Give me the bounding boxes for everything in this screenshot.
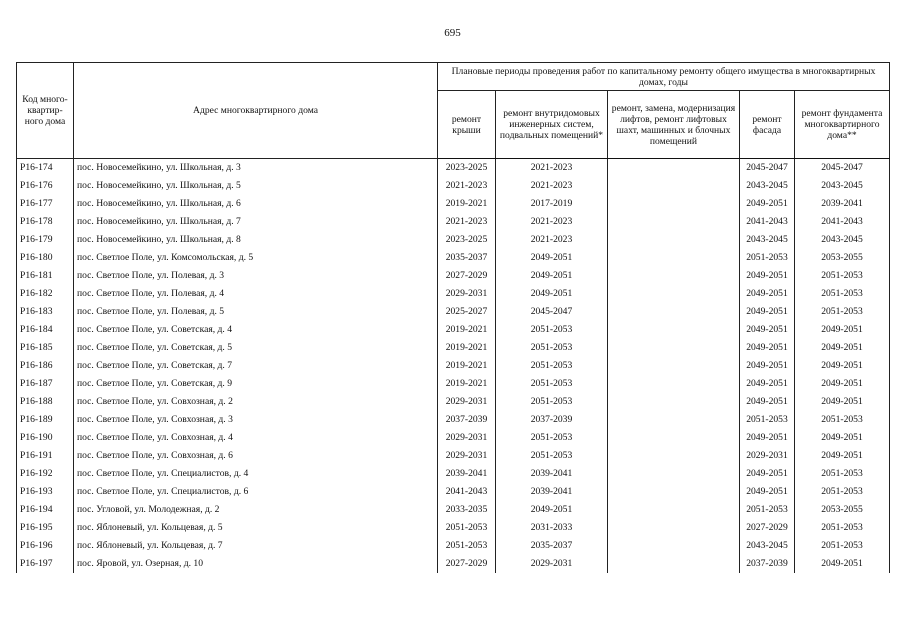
cell-elevators: [608, 303, 740, 321]
cell-roof: 2037-2039: [438, 411, 496, 429]
table-row: [17, 303, 890, 321]
table-row: [17, 555, 890, 573]
cell-foundation: 2049-2051: [795, 393, 890, 411]
cell-roof: 2035-2037: [438, 249, 496, 267]
cell-code: Р16-192: [17, 465, 74, 483]
table-row: [17, 231, 890, 249]
cell-code: Р16-181: [17, 267, 74, 285]
table-row: [17, 321, 890, 339]
header-code: Код много-квартир-ного дома: [17, 63, 74, 159]
cell-elevators: [608, 177, 740, 195]
cell-roof: 2041-2043: [438, 483, 496, 501]
cell-address: пос. Светлое Поле, ул. Советская, д. 7: [74, 357, 438, 375]
cell-code: Р16-195: [17, 519, 74, 537]
cell-elevators: [608, 231, 740, 249]
cell-address: пос. Новосемейкино, ул. Школьная, д. 5: [74, 177, 438, 195]
cell-foundation: 2043-2045: [795, 177, 890, 195]
table-row: [17, 339, 890, 357]
table-row: [17, 519, 890, 537]
cell-address: пос. Светлое Поле, ул. Полевая, д. 3: [74, 267, 438, 285]
cell-code: Р16-184: [17, 321, 74, 339]
cell-address: пос. Светлое Поле, ул. Совхозная, д. 2: [74, 393, 438, 411]
cell-engineering: 2051-2053: [496, 375, 608, 393]
cell-code: Р16-190: [17, 429, 74, 447]
cell-foundation: 2049-2051: [795, 321, 890, 339]
cell-code: Р16-197: [17, 555, 74, 573]
cell-facade: 2051-2053: [740, 501, 795, 519]
cell-engineering: 2051-2053: [496, 393, 608, 411]
cell-engineering: 2051-2053: [496, 357, 608, 375]
cell-foundation: 2049-2051: [795, 339, 890, 357]
cell-elevators: [608, 465, 740, 483]
cell-facade: 2049-2051: [740, 285, 795, 303]
cell-foundation: 2049-2051: [795, 375, 890, 393]
cell-address: пос. Светлое Поле, ул. Совхозная, д. 6: [74, 447, 438, 465]
cell-address: пос. Яровой, ул. Озерная, д. 10: [74, 555, 438, 573]
cell-elevators: [608, 555, 740, 573]
cell-roof: 2019-2021: [438, 375, 496, 393]
cell-engineering: 2049-2051: [496, 267, 608, 285]
cell-roof: 2023-2025: [438, 231, 496, 249]
cell-engineering: 2021-2023: [496, 177, 608, 195]
cell-engineering: 2051-2053: [496, 429, 608, 447]
cell-engineering: 2049-2051: [496, 249, 608, 267]
table-row: [17, 357, 890, 375]
cell-facade: 2049-2051: [740, 267, 795, 285]
cell-engineering: 2051-2053: [496, 321, 608, 339]
cell-address: пос. Светлое Поле, ул. Специалистов, д. 6: [74, 483, 438, 501]
table-row: [17, 249, 890, 267]
cell-elevators: [608, 429, 740, 447]
table-body: [17, 159, 890, 574]
header-engineering: ремонт внутридомовых инженерных систем, подвальных помещений*: [496, 91, 608, 159]
header-facade: ремонт фасада: [740, 91, 795, 159]
cell-code: Р16-196: [17, 537, 74, 555]
cell-foundation: 2041-2043: [795, 213, 890, 231]
cell-facade: 2051-2053: [740, 249, 795, 267]
cell-engineering: 2035-2037: [496, 537, 608, 555]
cell-elevators: [608, 483, 740, 501]
cell-foundation: 2043-2045: [795, 231, 890, 249]
cell-roof: 2021-2023: [438, 177, 496, 195]
cell-code: Р16-193: [17, 483, 74, 501]
cell-engineering: 2045-2047: [496, 303, 608, 321]
cell-address: пос. Яблоневый, ул. Кольцевая, д. 5: [74, 519, 438, 537]
repair-schedule-table: [16, 62, 890, 573]
cell-elevators: [608, 195, 740, 213]
table-header: [17, 63, 890, 159]
table-row: [17, 195, 890, 213]
cell-facade: 2049-2051: [740, 465, 795, 483]
cell-address: пос. Светлое Поле, ул. Совхозная, д. 3: [74, 411, 438, 429]
cell-code: Р16-191: [17, 447, 74, 465]
cell-facade: 2049-2051: [740, 195, 795, 213]
cell-facade: 2043-2045: [740, 231, 795, 249]
cell-facade: 2049-2051: [740, 303, 795, 321]
cell-roof: 2033-2035: [438, 501, 496, 519]
cell-roof: 2029-2031: [438, 447, 496, 465]
cell-foundation: 2045-2047: [795, 159, 890, 178]
cell-elevators: [608, 249, 740, 267]
cell-foundation: 2051-2053: [795, 303, 890, 321]
cell-engineering: 2049-2051: [496, 501, 608, 519]
cell-code: Р16-186: [17, 357, 74, 375]
cell-code: Р16-194: [17, 501, 74, 519]
cell-code: Р16-179: [17, 231, 74, 249]
cell-elevators: [608, 321, 740, 339]
table-row: [17, 393, 890, 411]
cell-roof: 2025-2027: [438, 303, 496, 321]
cell-elevators: [608, 501, 740, 519]
cell-code: Р16-178: [17, 213, 74, 231]
cell-roof: 2027-2029: [438, 555, 496, 573]
cell-facade: 2049-2051: [740, 357, 795, 375]
cell-engineering: 2021-2023: [496, 213, 608, 231]
cell-address: пос. Новосемейкино, ул. Школьная, д. 6: [74, 195, 438, 213]
cell-code: Р16-180: [17, 249, 74, 267]
cell-address: пос. Новосемейкино, ул. Школьная, д. 7: [74, 213, 438, 231]
cell-facade: 2049-2051: [740, 483, 795, 501]
cell-facade: 2027-2029: [740, 519, 795, 537]
cell-foundation: 2049-2051: [795, 447, 890, 465]
cell-elevators: [608, 393, 740, 411]
cell-elevators: [608, 159, 740, 178]
cell-roof: 2019-2021: [438, 339, 496, 357]
table-row: [17, 483, 890, 501]
table-row: [17, 429, 890, 447]
cell-facade: 2049-2051: [740, 429, 795, 447]
cell-address: пос. Светлое Поле, ул. Советская, д. 5: [74, 339, 438, 357]
cell-foundation: 2049-2051: [795, 429, 890, 447]
cell-engineering: 2021-2023: [496, 159, 608, 178]
header-periods-group: Плановые периоды проведения работ по капитальному ремонту общего имущества в многоквартирных домах, годы: [438, 63, 890, 91]
cell-roof: 2029-2031: [438, 285, 496, 303]
cell-engineering: 2031-2033: [496, 519, 608, 537]
cell-code: Р16-187: [17, 375, 74, 393]
cell-foundation: 2053-2055: [795, 501, 890, 519]
cell-address: пос. Яблоневый, ул. Кольцевая, д. 7: [74, 537, 438, 555]
cell-address: пос. Светлое Поле, ул. Советская, д. 9: [74, 375, 438, 393]
table-row: [17, 285, 890, 303]
header-elevators: ремонт, замена, модернизация лифтов, ремонт лифтовых шахт, машинных и блочных помещений: [608, 91, 740, 159]
cell-code: Р16-174: [17, 159, 74, 178]
cell-elevators: [608, 357, 740, 375]
cell-engineering: 2037-2039: [496, 411, 608, 429]
cell-facade: 2049-2051: [740, 339, 795, 357]
table-row: [17, 465, 890, 483]
cell-code: Р16-177: [17, 195, 74, 213]
cell-foundation: 2049-2051: [795, 357, 890, 375]
cell-facade: 2049-2051: [740, 393, 795, 411]
header-roof: ремонт крыши: [438, 91, 496, 159]
table-row: [17, 537, 890, 555]
cell-foundation: 2049-2051: [795, 555, 890, 573]
cell-address: пос. Светлое Поле, ул. Советская, д. 4: [74, 321, 438, 339]
header-address: Адрес многоквартирного дома: [74, 63, 438, 159]
cell-address: пос. Светлое Поле, ул. Полевая, д. 4: [74, 285, 438, 303]
cell-roof: 2019-2021: [438, 195, 496, 213]
cell-elevators: [608, 285, 740, 303]
cell-roof: 2051-2053: [438, 519, 496, 537]
cell-facade: 2043-2045: [740, 537, 795, 555]
cell-address: пос. Светлое Поле, ул. Совхозная, д. 4: [74, 429, 438, 447]
cell-facade: 2041-2043: [740, 213, 795, 231]
page-number: 695: [444, 27, 461, 39]
cell-foundation: 2051-2053: [795, 411, 890, 429]
cell-elevators: [608, 339, 740, 357]
cell-engineering: 2017-2019: [496, 195, 608, 213]
header-foundation: ремонт фундамента многоквартирного дома**: [795, 91, 890, 159]
cell-elevators: [608, 447, 740, 465]
cell-elevators: [608, 519, 740, 537]
cell-engineering: 2021-2023: [496, 231, 608, 249]
table-row: [17, 375, 890, 393]
cell-facade: 2037-2039: [740, 555, 795, 573]
cell-engineering: 2049-2051: [496, 285, 608, 303]
cell-facade: 2049-2051: [740, 375, 795, 393]
cell-elevators: [608, 267, 740, 285]
cell-facade: 2045-2047: [740, 159, 795, 178]
cell-code: Р16-188: [17, 393, 74, 411]
table-row: [17, 447, 890, 465]
cell-roof: 2019-2021: [438, 357, 496, 375]
cell-address: пос. Угловой, ул. Молодежная, д. 2: [74, 501, 438, 519]
cell-foundation: 2051-2053: [795, 537, 890, 555]
table-row: [17, 159, 890, 178]
cell-roof: 2027-2029: [438, 267, 496, 285]
cell-foundation: 2051-2053: [795, 519, 890, 537]
cell-address: пос. Светлое Поле, ул. Комсомольская, д. 5: [74, 249, 438, 267]
cell-facade: 2051-2053: [740, 411, 795, 429]
cell-foundation: 2039-2041: [795, 195, 890, 213]
cell-roof: 2019-2021: [438, 321, 496, 339]
cell-foundation: 2051-2053: [795, 465, 890, 483]
cell-foundation: 2051-2053: [795, 267, 890, 285]
cell-code: Р16-182: [17, 285, 74, 303]
cell-foundation: 2053-2055: [795, 249, 890, 267]
table-row: [17, 213, 890, 231]
table-row: [17, 411, 890, 429]
cell-engineering: 2051-2053: [496, 447, 608, 465]
cell-foundation: 2051-2053: [795, 285, 890, 303]
cell-address: пос. Светлое Поле, ул. Специалистов, д. 4: [74, 465, 438, 483]
cell-code: Р16-185: [17, 339, 74, 357]
table-row: [17, 267, 890, 285]
cell-engineering: 2029-2031: [496, 555, 608, 573]
cell-engineering: 2039-2041: [496, 465, 608, 483]
cell-roof: 2039-2041: [438, 465, 496, 483]
cell-roof: 2051-2053: [438, 537, 496, 555]
cell-foundation: 2051-2053: [795, 483, 890, 501]
cell-facade: 2029-2031: [740, 447, 795, 465]
cell-elevators: [608, 375, 740, 393]
cell-elevators: [608, 213, 740, 231]
cell-facade: 2049-2051: [740, 321, 795, 339]
cell-engineering: 2051-2053: [496, 339, 608, 357]
cell-code: Р16-183: [17, 303, 74, 321]
cell-engineering: 2039-2041: [496, 483, 608, 501]
cell-address: пос. Новосемейкино, ул. Школьная, д. 3: [74, 159, 438, 178]
cell-roof: 2023-2025: [438, 159, 496, 178]
cell-elevators: [608, 411, 740, 429]
table-row: [17, 177, 890, 195]
cell-roof: 2029-2031: [438, 429, 496, 447]
cell-roof: 2029-2031: [438, 393, 496, 411]
cell-elevators: [608, 537, 740, 555]
cell-code: Р16-189: [17, 411, 74, 429]
cell-code: Р16-176: [17, 177, 74, 195]
table-row: [17, 501, 890, 519]
cell-roof: 2021-2023: [438, 213, 496, 231]
cell-address: пос. Светлое Поле, ул. Полевая, д. 5: [74, 303, 438, 321]
cell-address: пос. Новосемейкино, ул. Школьная, д. 8: [74, 231, 438, 249]
cell-facade: 2043-2045: [740, 177, 795, 195]
